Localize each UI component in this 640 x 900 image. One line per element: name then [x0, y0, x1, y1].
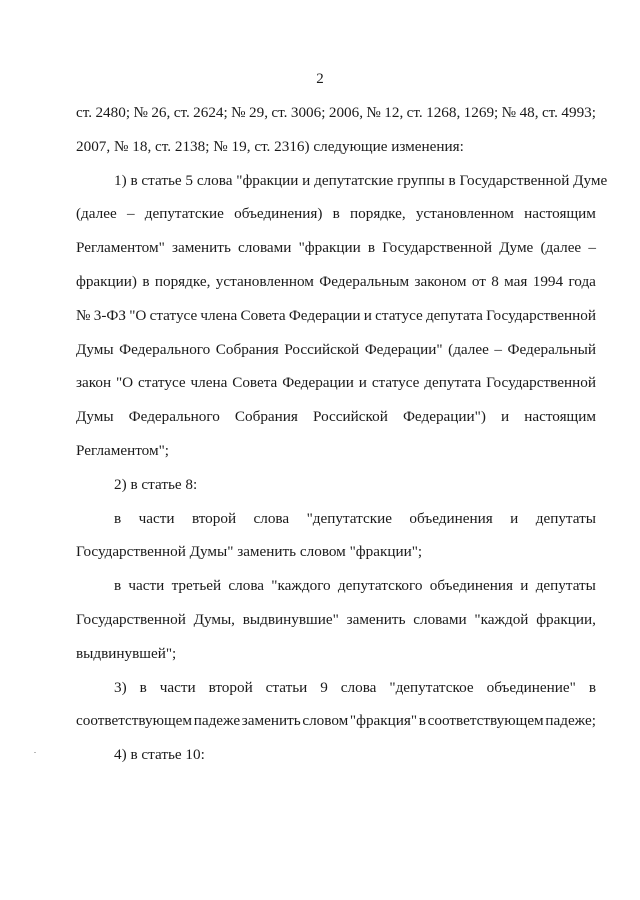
word: Государственной	[76, 610, 186, 628]
word: Совета	[240, 306, 286, 324]
text-line	[76, 603, 596, 637]
word: порядке,	[350, 205, 406, 223]
page-number: 2	[316, 71, 324, 87]
word: члена	[190, 374, 228, 392]
word: Федеральный	[507, 340, 596, 358]
word: 3)	[114, 678, 127, 696]
word: статусе	[375, 306, 423, 324]
word: Федерального	[119, 340, 211, 358]
word: Думы,	[193, 610, 235, 628]
word: Думы	[76, 340, 114, 358]
word: депутата	[425, 306, 483, 324]
word: словами	[413, 610, 467, 628]
word: установленном	[415, 205, 514, 223]
word: Федеральным	[319, 272, 410, 290]
word: в	[114, 577, 122, 595]
word: второй	[208, 678, 253, 696]
word: Федерации"	[364, 340, 443, 358]
word: в	[418, 712, 426, 730]
text-line	[76, 231, 596, 265]
word: статусе	[371, 374, 420, 392]
word: –	[494, 340, 502, 358]
word: объединения	[409, 509, 493, 527]
word: Российской	[284, 340, 360, 358]
word: депутаты	[535, 577, 596, 595]
word: закон	[76, 374, 112, 392]
word: "каждой	[474, 610, 529, 628]
word: в	[332, 205, 340, 223]
word: депутатские	[144, 205, 224, 223]
word: 8	[491, 272, 499, 290]
word: и	[510, 509, 519, 527]
text-line	[76, 197, 596, 231]
word: падеже;	[545, 712, 596, 730]
word: Российской	[313, 408, 388, 426]
word: слова	[340, 678, 377, 696]
text-line	[76, 333, 596, 367]
word: ст.	[173, 104, 190, 121]
word: 3-ФЗ	[93, 306, 126, 324]
word: выдвинувшие"	[242, 610, 339, 628]
word: статусе	[149, 306, 198, 324]
word: части	[128, 577, 165, 595]
word: (далее	[76, 205, 117, 223]
word: и	[358, 374, 367, 392]
word: 9	[320, 678, 328, 696]
word: Собрания	[234, 408, 298, 426]
word: депутата	[424, 374, 482, 392]
word: ст.	[406, 104, 423, 121]
word: третьей	[171, 577, 222, 595]
text-line	[76, 265, 596, 299]
word: члена	[200, 306, 238, 324]
word: падеже	[193, 712, 241, 730]
word: "фракции	[298, 239, 361, 257]
word: словом	[302, 712, 349, 730]
word: в	[114, 509, 122, 527]
text-line: Государственной Думы" заменить словом "фракции";	[76, 543, 423, 561]
word: настоящим	[524, 205, 596, 223]
word: "О	[115, 374, 134, 392]
word: объединения)	[234, 205, 323, 223]
word: (далее	[448, 340, 489, 358]
word: ст.	[541, 104, 558, 121]
word: Собрания	[215, 340, 279, 358]
text-line: 2) в статье 8:	[114, 475, 198, 493]
word: "фракция"	[349, 712, 418, 730]
word: слова	[228, 577, 265, 595]
word: в	[588, 678, 596, 696]
word: "каждого	[271, 577, 331, 595]
word: ст.	[271, 104, 288, 121]
text-line	[76, 671, 596, 705]
word: депутаты	[535, 509, 596, 527]
word: части	[159, 678, 196, 696]
word: законом	[414, 272, 467, 290]
text-line	[76, 704, 596, 738]
word: фракции)	[76, 272, 137, 290]
word: порядке,	[154, 272, 211, 290]
word: "депутатские	[306, 509, 392, 527]
word: 48,	[519, 104, 539, 121]
word: Федерации	[288, 306, 361, 324]
margin-mark	[34, 752, 36, 753]
word: от	[471, 272, 486, 290]
text-line: 2007, № 18, ст. 2138; № 19, ст. 2316) следующие изменения:	[76, 137, 464, 155]
word: слова	[253, 509, 290, 527]
word: ст.	[76, 104, 93, 121]
word: Государственной	[486, 374, 596, 392]
text-line	[76, 96, 596, 130]
word: в	[142, 272, 150, 290]
word: 12,	[384, 104, 404, 121]
word: –	[126, 205, 135, 223]
word: (далее	[540, 239, 582, 257]
word: Думе	[499, 239, 534, 257]
word: "О	[129, 306, 147, 324]
document-body	[76, 96, 608, 772]
text-line	[76, 569, 596, 603]
word: части	[138, 509, 175, 527]
word: фракции,	[536, 610, 596, 628]
word: 2624;	[193, 104, 228, 121]
word: второй	[191, 509, 237, 527]
word: 1269;	[463, 104, 499, 121]
word: настоящим	[524, 408, 596, 426]
word: Федерального	[128, 408, 220, 426]
word: –	[588, 239, 596, 257]
word: Совета	[232, 374, 278, 392]
word: 2480;	[95, 104, 131, 121]
word: соответствующем	[76, 712, 193, 730]
word: и	[363, 306, 372, 324]
word: мая	[504, 272, 528, 290]
word: в	[367, 239, 376, 257]
word: и	[501, 408, 510, 426]
word: заменить	[171, 239, 231, 257]
word: №	[501, 104, 517, 121]
text-line: выдвинувшей";	[76, 644, 177, 662]
text-line: 1) в статье 5 слова "фракции и депутатские группы в Государственной Думе	[114, 171, 608, 189]
text-line: 4) в статье 10:	[114, 746, 205, 764]
word: Думы	[76, 408, 114, 426]
word: заменить	[346, 610, 406, 628]
word: 1994	[532, 272, 564, 290]
text-line	[76, 502, 596, 536]
word: статьи	[265, 678, 308, 696]
text-line	[76, 366, 596, 400]
word: статусе	[138, 374, 186, 392]
word: 3006;	[290, 104, 326, 121]
word: 29,	[249, 104, 269, 121]
word: словами	[238, 239, 292, 257]
word: Регламентом"	[76, 239, 165, 257]
word: соответствующем	[427, 712, 544, 730]
word: заменить	[241, 712, 301, 730]
word: в	[139, 678, 147, 696]
word: №	[231, 104, 246, 121]
word: Федерации	[282, 374, 354, 392]
word: 2006,	[328, 104, 364, 121]
word: Федерации")	[402, 408, 486, 426]
text-line	[76, 400, 596, 434]
word: 26,	[151, 104, 171, 121]
word: №	[76, 306, 91, 324]
word: установленном	[215, 272, 314, 290]
word: №	[133, 104, 148, 121]
word: №	[366, 104, 381, 121]
word: года	[568, 272, 596, 290]
word: объединение"	[486, 678, 576, 696]
word: "депутатское	[389, 678, 474, 696]
word: Государственной	[382, 239, 493, 257]
word: 4993;	[561, 104, 596, 121]
word: Государственной	[486, 306, 596, 324]
word: и	[520, 577, 529, 595]
text-line: Регламентом";	[76, 441, 170, 459]
word: объединения	[429, 577, 514, 595]
text-line	[76, 299, 596, 333]
word: депутатского	[337, 577, 423, 595]
word: 1268,	[426, 104, 461, 121]
